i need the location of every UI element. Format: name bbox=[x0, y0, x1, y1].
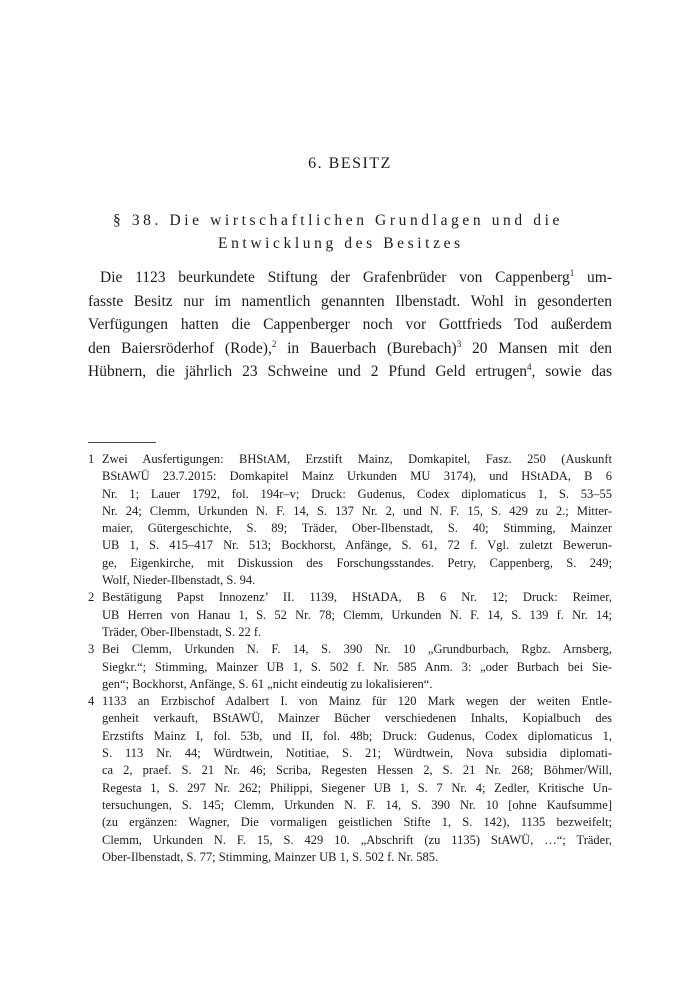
body-line: Die 1123 beurkundete Stiftung der Grafenbrüder von Cappenberg$^1$ um- bbox=[100, 267, 613, 286]
footnote-line: (zu ergänzen: Wagner, Die vormaligen geistlichen Stifte 1, S. 142), 1135 bezweifelt; bbox=[102, 815, 612, 830]
footnote-line: UB Herren von Hanau 1, S. 52 Nr. 78; Clemm, Urkunden N. F. 14, S. 139 f. Nr. 14; bbox=[102, 607, 612, 622]
body-line: den Baiersröderhof (Rode),$^2$ in Bauerbach (Burebach)$^3$ 20 Mansen mit den bbox=[88, 338, 612, 357]
footnote-line: Bei Clemm, Urkunden N. F. 14, S. 390 Nr. 10 „Grundburbach, Rgbz. Arnsberg, bbox=[102, 642, 612, 657]
footnote-4 bbox=[88, 693, 612, 866]
footnotes bbox=[88, 451, 612, 866]
section-heading bbox=[113, 209, 583, 255]
footnote-line: ge, Eigenkirche, mit Diskussion des Forschungsstandes. Petry, Cappenberg, S. 249; bbox=[102, 555, 612, 570]
footnote-line: Zwei Ausfertigungen: BHStAM, Erzstift Mainz, Domkapitel, Fasz. 250 (Auskunft bbox=[102, 452, 612, 466]
footnote-line: Wolf, Nieder-Ilbenstadt, S. 94. bbox=[102, 573, 256, 588]
body-line: Hübnern, die jährlich 23 Schweine und 2 Pfund Geld ertrugen$^4$, sowie das bbox=[88, 361, 612, 380]
footnote-line: maier, Gütergeschichte, S. 89; Träder, Ober-Ilbenstadt, S. 40; Stimming, Mainzer bbox=[102, 521, 612, 536]
footnote-line: S. 113 Nr. 44; Würdtwein, Notitiae, S. 21; Würdtwein, Nova subsidia diplomati- bbox=[102, 746, 612, 761]
body-line: fasste Besitz nur im namentlich genannten Ilbenstadt. Wohl in gesonderten bbox=[88, 292, 612, 310]
footnote-line: genheit verkauft, BStAWÜ, Mainzer Bücher verschiedenen Inhalts, Kopialbuch des bbox=[102, 711, 612, 726]
section-heading-line-1: § 38. Die wirtschaftlichen Grundlagen und die bbox=[113, 212, 563, 229]
footnote-line: 1133 an Erzbischof Adalbert I. von Mainz für 120 Mark wegen der weiten Entle- bbox=[102, 694, 612, 709]
footnote-divider bbox=[88, 442, 156, 443]
footnote-line: tersuchungen, S. 145; Clemm, Urkunden N. F. 14, S. 390 Nr. 10 [ohne Kaufsumme] bbox=[102, 797, 612, 812]
footnote-line: Regesta 1, S. 297 Nr. 262; Philippi, Siegener UB 1, S. 7 Nr. 4; Zedler, Kritische Un- bbox=[102, 780, 612, 795]
footnote-ref: 3 bbox=[456, 338, 462, 349]
footnote-line: ca 2, praef. S. 21 Nr. 46; Scriba, Regesten Hessen 2, S. 21 Nr. 268; Böhmer/Will, bbox=[102, 763, 612, 778]
footnote-ref: 2 bbox=[271, 338, 277, 349]
footnote-number: 1 bbox=[88, 452, 95, 466]
footnote-2 bbox=[88, 589, 612, 641]
footnote-line: gen“; Bockhorst, Anfänge, S. 61 „nicht eindeutig zu lokalisieren“. bbox=[102, 676, 433, 691]
footnote-3 bbox=[88, 641, 612, 693]
footnote-line: Erzstifts Mainz I, fol. 53b, und II, fol. 48b; Druck: Gudenus, Codex diplomaticus 1, bbox=[102, 728, 612, 743]
footnote-line: Nr. 1; Lauer 1792, fol. 194r–v; Druck: Gudenus, Codex diplomaticus 1, S. 53–55 bbox=[102, 486, 612, 501]
footnote-ref: 1 bbox=[569, 267, 575, 278]
body-paragraph bbox=[88, 266, 612, 384]
footnote-number: 2 bbox=[88, 590, 95, 605]
body-line: Verfügungen hatten die Cappenberger noch vor Gottfrieds Tod außerdem bbox=[88, 316, 612, 333]
section-heading-line-2: Entwicklung des Besitzes bbox=[218, 235, 464, 252]
footnote-line: Siegkr.“; Stimming, Mainzer UB 1, S. 502 f. Nr. 585 Anm. 3: „oder Burbach bei Sie- bbox=[102, 659, 612, 674]
chapter-title: 6. BESITZ bbox=[308, 155, 392, 172]
footnote-line: UB 1, S. 415–417 Nr. 513; Bockhorst, Anfänge, S. 61, 72 f. Vgl. zuletzt Bewerun- bbox=[102, 538, 612, 553]
footnote-number: 3 bbox=[88, 642, 95, 657]
footnote-line: Clemm, Urkunden N. F. 15, S. 429 10. „Abschrift (zu 1135) StAWÜ, …“; Träder, bbox=[102, 832, 612, 847]
footnote-number: 4 bbox=[88, 694, 95, 709]
footnote-line: Nr. 24; Clemm, Urkunden N. F. 14, S. 137 Nr. 2, und N. F. 15, S. 429 zu 2.; Mitter- bbox=[102, 503, 612, 518]
footnote-ref: 4 bbox=[527, 361, 532, 372]
footnote-line: Träder, Ober-Ilbenstadt, S. 22 f. bbox=[102, 624, 262, 639]
footnote-1 bbox=[88, 451, 612, 589]
footnote-line: BStAWÜ 23.7.2015: Domkapitel Mainz Urkunden MU 3174), und HStADA, B 6 bbox=[102, 469, 612, 484]
footnote-line: Bestätigung Papst Innozenz’ II. 1139, HStADA, B 6 Nr. 12; Druck: Reimer, bbox=[102, 590, 612, 605]
footnote-line: Ober-Ilbenstadt, S. 77; Stimming, Mainzer UB 1, S. 502 f. Nr. 585. bbox=[102, 849, 439, 864]
